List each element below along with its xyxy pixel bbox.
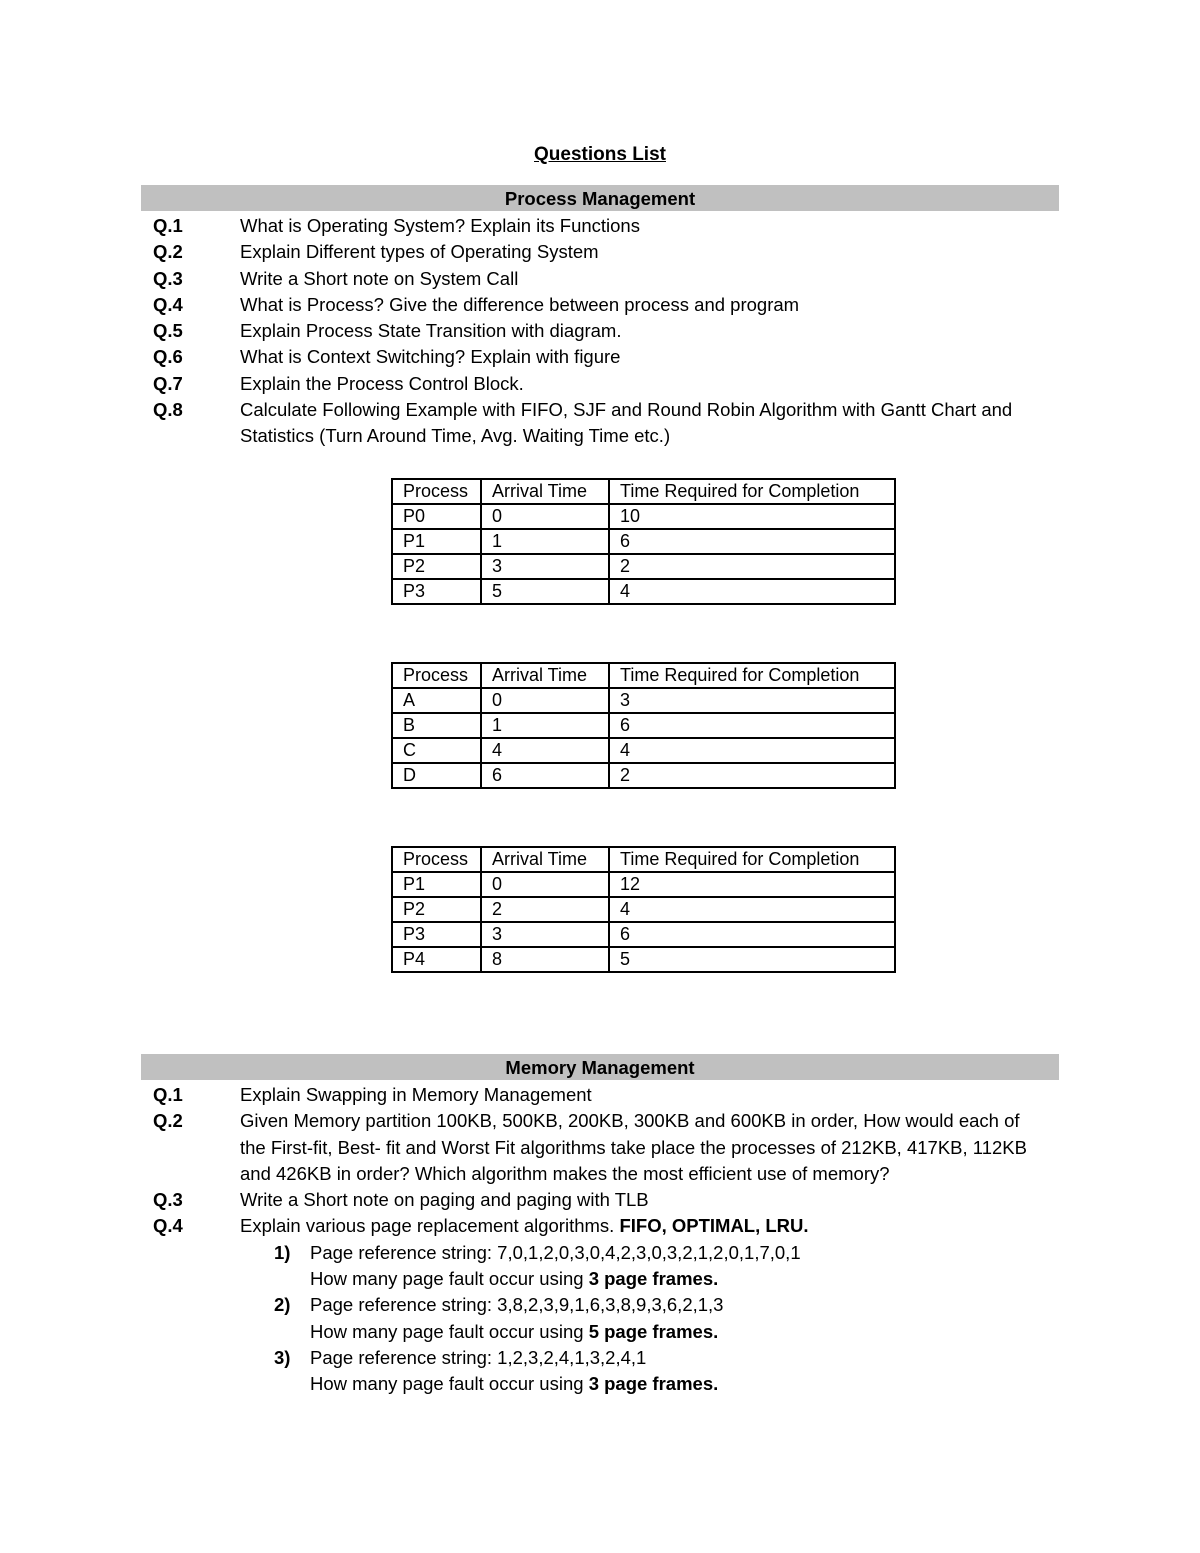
- sub-item: [0, 1292, 1200, 1318]
- table-cell: 6: [609, 713, 895, 738]
- question-text: Write a Short note on System Call: [240, 267, 519, 289]
- table-cell: 0: [481, 504, 609, 529]
- table-cell: 0: [481, 872, 609, 897]
- table-cell: 3: [481, 554, 609, 579]
- table-cell: 2: [609, 763, 895, 788]
- algorithm-list: FIFO, OPTIMAL, LRU.: [619, 1215, 809, 1237]
- table-header-cell: Process: [392, 847, 481, 872]
- sub-item-text: [310, 1292, 1200, 1318]
- table-row: [392, 579, 895, 604]
- question-text: Calculate Following Example with FIFO, SJF and Round Robin Algorithm with Gantt Chart and Statistics (Turn Around Time, Avg. Waiting Time etc.): [240, 399, 1013, 447]
- table-row: [392, 504, 895, 529]
- table-cell: 5: [481, 579, 609, 604]
- question-item: [0, 239, 1200, 265]
- table-cell: P0: [392, 504, 481, 529]
- question-item: [0, 1082, 1200, 1108]
- table-row: [392, 688, 895, 713]
- ref-string: 1,2,3,2,4,1,3,2,4,1: [497, 1346, 647, 1368]
- question-number: Q.1: [153, 215, 183, 236]
- table-row: [392, 763, 895, 788]
- question-text: Explain Different types of Operating System: [240, 241, 599, 263]
- sub-item-fault: [0, 1319, 1200, 1345]
- frame-count: 3 page frames.: [588, 1373, 719, 1395]
- fault-prefix: How many page fault occur using: [310, 1373, 589, 1395]
- sub-item-number: 2): [274, 1294, 291, 1316]
- sub-item-text: [310, 1319, 1200, 1345]
- table-row: [392, 897, 895, 922]
- sub-item-text: [310, 1345, 1200, 1371]
- table-header-cell: Time Required for Completion: [609, 479, 895, 504]
- sub-item-number: 1): [274, 1241, 291, 1263]
- question-text-main: Explain various page replacement algorithms.: [240, 1215, 615, 1237]
- ref-string: 3,8,2,3,9,1,6,3,8,9,3,6,2,1,3: [497, 1294, 724, 1316]
- question-number: Q.6: [153, 346, 183, 368]
- question-text: Write a Short note on paging and paging with TLB: [240, 1189, 649, 1211]
- table-cell: C: [392, 738, 481, 763]
- frame-count: 3 page frames.: [588, 1268, 719, 1290]
- table-cell: 5: [609, 947, 895, 972]
- sub-item: [0, 1240, 1200, 1266]
- frame-count: 5 page frames.: [588, 1320, 719, 1342]
- process-table-1: [391, 478, 896, 605]
- table-cell: P2: [392, 897, 481, 922]
- table-cell: B: [392, 713, 481, 738]
- question-text: Explain Swapping in Memory Management: [240, 1084, 592, 1105]
- table-header-cell: Process: [392, 663, 481, 688]
- table-cell: P4: [392, 947, 481, 972]
- sub-item-fault: [0, 1266, 1200, 1292]
- fault-prefix: How many page fault occur using: [310, 1268, 589, 1290]
- question-number: Q.4: [153, 1215, 183, 1237]
- process-table-3: [391, 846, 896, 973]
- question-text: Explain the Process Control Block.: [240, 372, 524, 394]
- table-cell: 2: [609, 554, 895, 579]
- sub-item-number: 3): [274, 1346, 291, 1368]
- process-question-list: [0, 213, 1200, 450]
- table-cell: A: [392, 688, 481, 713]
- table-header-cell: Arrival Time: [481, 847, 609, 872]
- table-header-row: [392, 663, 895, 688]
- table-cell: 6: [481, 763, 609, 788]
- question-number: Q.2: [153, 1110, 183, 1132]
- sub-item-fault: [0, 1371, 1200, 1397]
- table-cell: P3: [392, 579, 481, 604]
- table-cell: 10: [609, 504, 895, 529]
- question-item: [0, 318, 1200, 344]
- table-cell: 6: [609, 529, 895, 554]
- question-item: [0, 344, 1200, 370]
- fault-prefix: How many page fault occur using: [310, 1320, 589, 1342]
- ref-label: Page reference string:: [310, 1346, 498, 1368]
- table-cell: P1: [392, 872, 481, 897]
- table-row: [392, 529, 895, 554]
- question-number: Q.7: [153, 372, 183, 394]
- sub-item-text: [310, 1371, 1200, 1397]
- question-item: [0, 371, 1200, 397]
- table-header-cell: Arrival Time: [481, 479, 609, 504]
- question-text: [240, 1213, 1040, 1239]
- table-row: [392, 947, 895, 972]
- section-heading-process: Process Management: [141, 185, 1059, 211]
- process-table-2: [391, 662, 896, 789]
- table-row: [392, 922, 895, 947]
- table-cell: 6: [609, 922, 895, 947]
- sub-item-text: [310, 1266, 1200, 1292]
- table-row: [392, 872, 895, 897]
- table-cell: 3: [609, 688, 895, 713]
- question-item: [0, 397, 1200, 450]
- page-title: Questions List: [534, 144, 666, 165]
- table-header-row: [392, 479, 895, 504]
- question-item: [0, 1108, 1200, 1187]
- question-number: Q.2: [153, 241, 183, 263]
- table-header-cell: Arrival Time: [481, 663, 609, 688]
- table-row: [392, 554, 895, 579]
- question-item: [0, 1187, 1200, 1213]
- table-cell: 8: [481, 947, 609, 972]
- table-header-cell: Time Required for Completion: [609, 847, 895, 872]
- question-item: [0, 266, 1200, 292]
- question-number: Q.8: [153, 399, 183, 421]
- ref-string: 7,0,1,2,0,3,0,4,2,3,0,3,2,1,2,0,1,7,0,1: [497, 1241, 801, 1263]
- ref-label: Page reference string:: [310, 1241, 498, 1263]
- table-header-cell: Process: [392, 479, 481, 504]
- question-number: Q.5: [153, 320, 183, 342]
- table-row: [392, 738, 895, 763]
- question-number: Q.1: [153, 1084, 183, 1105]
- question-text: What is Process? Give the difference between process and program: [240, 293, 800, 315]
- memory-question-list: [0, 1082, 1200, 1398]
- table-cell: 1: [481, 713, 609, 738]
- question-item: [0, 1213, 1200, 1239]
- table-cell: 0: [481, 688, 609, 713]
- table-row: [392, 713, 895, 738]
- question-text: Explain Process State Transition with diagram.: [240, 320, 622, 342]
- table-cell: 4: [609, 738, 895, 763]
- table-cell: P3: [392, 922, 481, 947]
- question-text: What is Context Switching? Explain with figure: [240, 346, 621, 368]
- table-cell: P2: [392, 554, 481, 579]
- sub-item-text: [310, 1240, 1200, 1266]
- table-cell: 4: [609, 897, 895, 922]
- table-cell: 1: [481, 529, 609, 554]
- sub-item: [0, 1345, 1200, 1371]
- question-number: Q.3: [153, 1189, 183, 1211]
- table-header-row: [392, 847, 895, 872]
- table-cell: 4: [481, 738, 609, 763]
- table-cell: 4: [609, 579, 895, 604]
- table-cell: 3: [481, 922, 609, 947]
- question-item: [0, 292, 1200, 318]
- table-cell: D: [392, 763, 481, 788]
- table-header-cell: Time Required for Completion: [609, 663, 895, 688]
- question-text: What is Operating System? Explain its Functions: [240, 215, 640, 236]
- question-text: Given Memory partition 100KB, 500KB, 200KB, 300KB and 600KB in order, How would each of the First-fit, Best- fit and Worst Fit algorithms take place the processes of 212KB, 417KB, 112KB and 426KB in order? Which algorithm makes the most efficient use of memory?: [240, 1110, 1027, 1184]
- section-heading-memory: Memory Management: [141, 1054, 1059, 1080]
- table-cell: P1: [392, 529, 481, 554]
- table-cell: 2: [481, 897, 609, 922]
- table-cell: 12: [609, 872, 895, 897]
- question-number: Q.4: [153, 293, 183, 315]
- question-number: Q.3: [153, 267, 183, 289]
- ref-label: Page reference string:: [310, 1294, 498, 1316]
- question-item: [0, 213, 1200, 239]
